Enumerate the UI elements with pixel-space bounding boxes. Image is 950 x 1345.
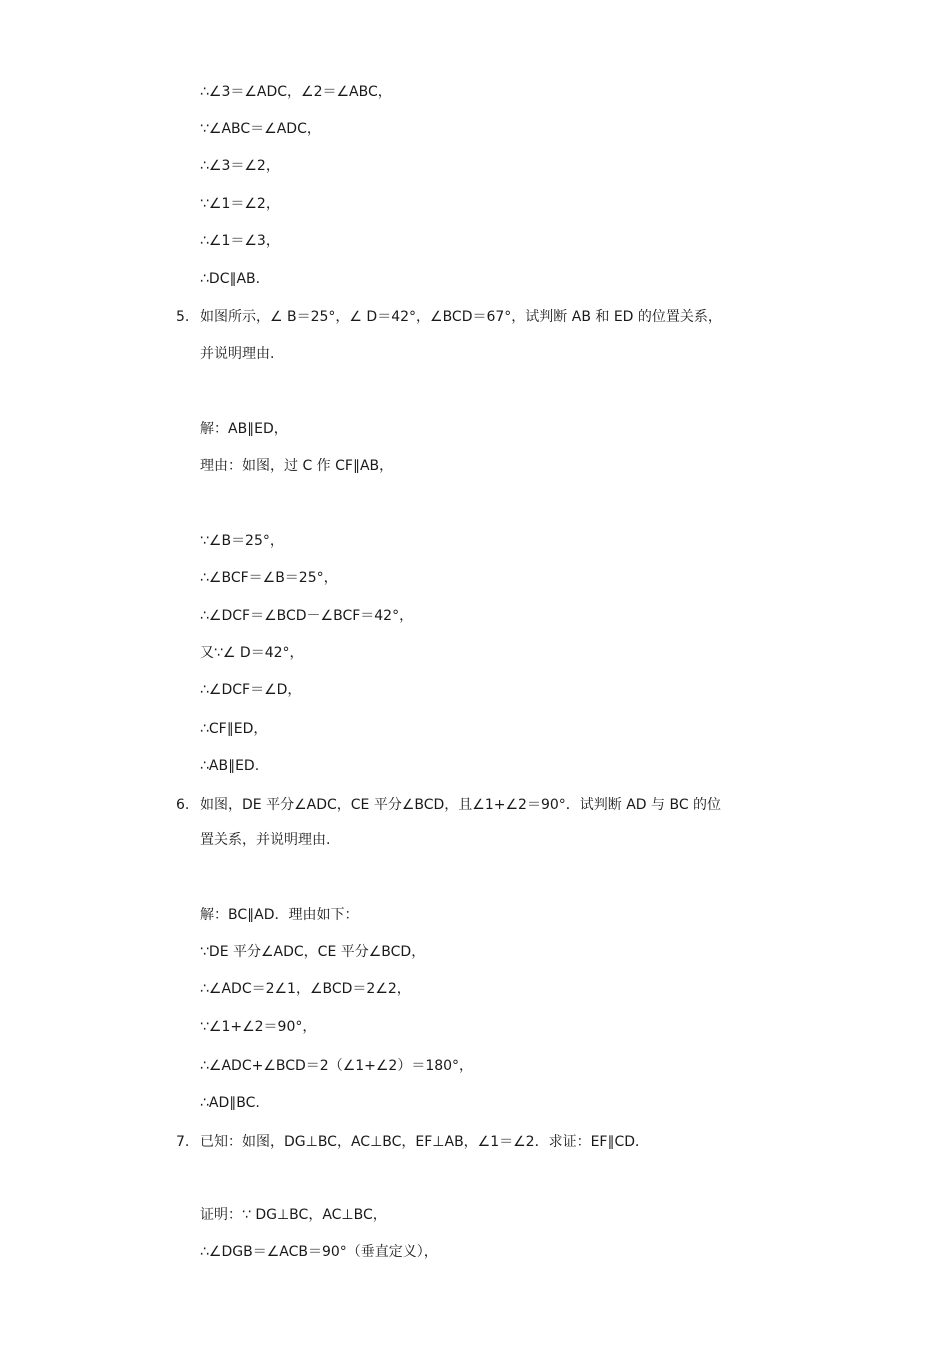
solution-line: 理由：如图，过 C 作 CF∥AB， [200, 458, 394, 474]
problem-6-text: 如图，DE 平分∠ADC，CE 平分∠BCD，且∠1+∠2＝90°．试判断 AD 与 BC 的位 [200, 797, 722, 813]
problem-7-text: 已知：如图，DG⊥BC，AC⊥BC，EF⊥AB，∠1＝∠2．求证：EF∥CD． [200, 1134, 650, 1150]
solution-line: ∴∠BCF＝∠B＝25°， [200, 570, 338, 586]
solution-line: ∴∠ADC+∠BCD＝2（∠1+∠2）＝180°， [200, 1058, 474, 1074]
problem-5-text: 如图所示，∠ B＝25°，∠ D＝42°，∠BCD＝67°，试判断 AB 和 ED 的位置关系， [200, 309, 722, 325]
solution-line: ∴AD∥BC. [200, 1095, 260, 1111]
solution-line: ∵DE 平分∠ADC，CE 平分∠BCD， [200, 944, 426, 960]
proof-line: 证明：∵ DG⊥BC，AC⊥BC， [200, 1207, 387, 1223]
solution-line: ∴∠ADC＝2∠1，∠BCD＝2∠2， [200, 981, 411, 997]
solution-line: 又∵∠ D＝42°， [200, 645, 304, 661]
proof-line: ∴∠3＝∠ADC，∠2＝∠ABC， [200, 84, 392, 100]
solution-line: ∵∠1+∠2＝90°， [200, 1019, 317, 1035]
proof-line: ∴∠DGB＝∠ACB＝90°（垂直定义）， [200, 1244, 438, 1260]
proof-line: ∴DC∥AB. [200, 271, 261, 287]
problem-5-number: 5. [176, 309, 190, 325]
solution-line: 解：AB∥ED， [200, 421, 288, 437]
problem-7-number: 7. [176, 1134, 190, 1150]
solution-line: ∴AB∥ED. [200, 758, 260, 774]
proof-line: ∵∠1＝∠2， [200, 196, 280, 212]
solution-line: ∴∠DCF＝∠BCD－∠BCF＝42°， [200, 608, 414, 624]
solution-line: 解：BC∥AD．理由如下： [200, 907, 359, 923]
solution-line: ∵∠B＝25°， [200, 533, 284, 549]
problem-6-text: 置关系，并说明理由. [200, 832, 331, 848]
solution-line: ∴CF∥ED， [200, 721, 268, 737]
problem-5-text: 并说明理由. [200, 346, 275, 362]
solution-line: ∴∠DCF＝∠D， [200, 682, 302, 698]
problem-6-number: 6. [176, 797, 190, 813]
proof-line: ∵∠ABC＝∠ADC， [200, 121, 321, 137]
proof-line: ∴∠3＝∠2， [200, 158, 280, 174]
proof-line: ∴∠1＝∠3， [200, 233, 280, 249]
